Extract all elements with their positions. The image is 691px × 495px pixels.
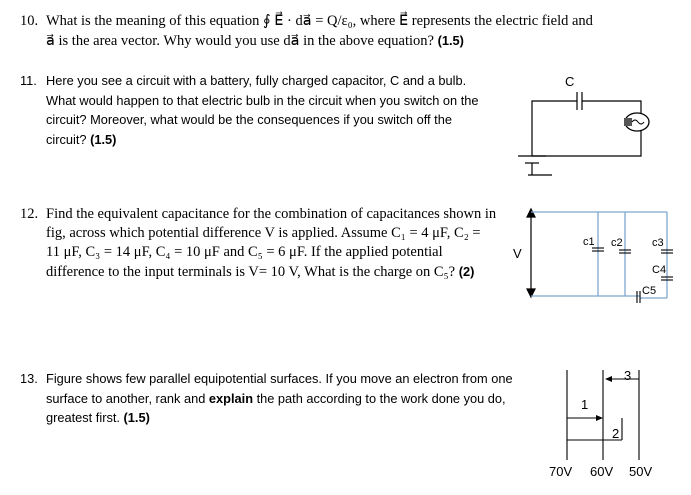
question-number: 10. xyxy=(20,13,39,29)
question-text: greatest first. xyxy=(46,410,124,425)
capacitor-c2-label: c2 xyxy=(611,237,623,249)
question-text: surface to another, rank and xyxy=(46,390,209,406)
capacitor-c3-label: c3 xyxy=(652,237,664,249)
emphasis-text: explain xyxy=(208,390,254,406)
question-number: 12. xyxy=(20,206,39,222)
potential-label-70v: 70V xyxy=(549,464,573,479)
potential-label-50v: 50V xyxy=(629,464,653,479)
voltage-label: V xyxy=(513,246,522,261)
marks: (1.5) xyxy=(437,33,464,48)
marks: (2) xyxy=(458,264,475,279)
question-text-line: What is the meaning of this equation ∮ E⃗ · da⃗ = Q/ε₀, where E⃗ represents the electric field and xyxy=(46,13,593,29)
question-text-line: What would happen to that electric bulb in the circuit when you switch on the xyxy=(46,92,479,108)
question-number: 11. xyxy=(20,73,37,88)
question-text-line: Figure shows few parallel equipotential surfaces. If you move an electron from one xyxy=(46,371,513,386)
capacitor-c1-label: c1 xyxy=(583,236,595,248)
path-1-label: 1 xyxy=(581,397,589,412)
question-text-line: fig, across which potential difference V is applied. Assume C₁ = 4 μF, C₂ = xyxy=(46,225,481,241)
question-number: 13. xyxy=(20,371,38,386)
path-3-label: 3 xyxy=(624,368,632,383)
capacitor-c4-label: C4 xyxy=(652,264,667,276)
question-text: a⃗ is the area vector. Why would you use da⃗ in the above equation? xyxy=(46,33,434,49)
question-text-line: Find the equivalent capacitance for the combination of capacitances shown in xyxy=(46,206,497,222)
path-2-label: 2 xyxy=(612,426,620,441)
question-text: difference to the input terminals is V= 10 V, What is the charge on C₅? xyxy=(46,264,456,280)
question-text-line: circuit? Moreover, what would be the consequences if you switch off the xyxy=(46,112,452,127)
marks: (1.5) xyxy=(90,131,117,147)
question-text: circuit? xyxy=(46,131,87,147)
potential-label-60v: 60V xyxy=(590,464,614,479)
question-text-line: Here you see a circuit with a battery, fully charged capacitor, C and a bulb. xyxy=(46,73,467,88)
question-text: the path according to the work done you do, xyxy=(253,390,506,406)
capacitor-c5-label: C5 xyxy=(642,285,657,297)
capacitor-label: C xyxy=(565,74,575,89)
marks: (1.5) xyxy=(123,410,150,425)
question-text-line: 11 μF, C₃ = 14 μF, C₄ = 10 μF and C₅ = 6 μF. If the applied potential xyxy=(46,244,443,260)
